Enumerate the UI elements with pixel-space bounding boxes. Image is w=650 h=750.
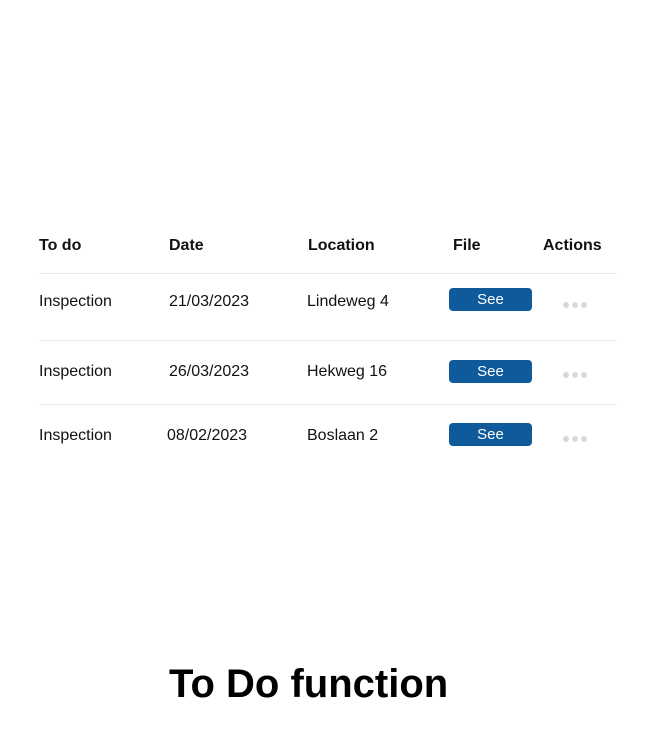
location-cell: Lindeweg 4 <box>307 293 389 310</box>
dot <box>572 302 578 308</box>
location-cell: Boslaan 2 <box>307 427 379 444</box>
location-cell: Hekweg 16 <box>307 363 388 380</box>
todo-cell: Inspection <box>39 427 112 444</box>
see-file-button[interactable]: See <box>449 423 532 446</box>
todo-table <box>39 225 617 469</box>
date-cell: 26/03/2023 <box>169 363 250 380</box>
date-cell: 08/02/2023 <box>167 427 248 444</box>
table-header-row <box>39 225 617 274</box>
more-horizontal-icon[interactable] <box>563 429 591 437</box>
dot <box>581 302 587 308</box>
dot <box>572 436 578 442</box>
column-header-location: Location <box>308 237 375 254</box>
column-header-todo: To do <box>39 237 82 254</box>
see-file-button[interactable]: See <box>449 360 532 383</box>
table-row <box>39 405 617 469</box>
more-horizontal-icon[interactable] <box>563 295 591 303</box>
todo-cell: Inspection <box>39 293 112 310</box>
dot <box>563 372 569 378</box>
todo-cell: Inspection <box>39 363 112 380</box>
table-row <box>39 274 617 341</box>
dot <box>563 302 569 308</box>
date-cell: 21/03/2023 <box>169 293 250 310</box>
dot <box>563 436 569 442</box>
more-horizontal-icon[interactable] <box>563 365 591 373</box>
column-header-file: File <box>453 237 481 254</box>
dot <box>581 372 587 378</box>
column-header-date: Date <box>169 237 204 254</box>
page-caption: To Do function <box>169 662 449 706</box>
dot <box>581 436 587 442</box>
column-header-actions: Actions <box>543 237 602 254</box>
table-row <box>39 341 617 405</box>
see-file-button[interactable]: See <box>449 288 532 311</box>
dot <box>572 372 578 378</box>
